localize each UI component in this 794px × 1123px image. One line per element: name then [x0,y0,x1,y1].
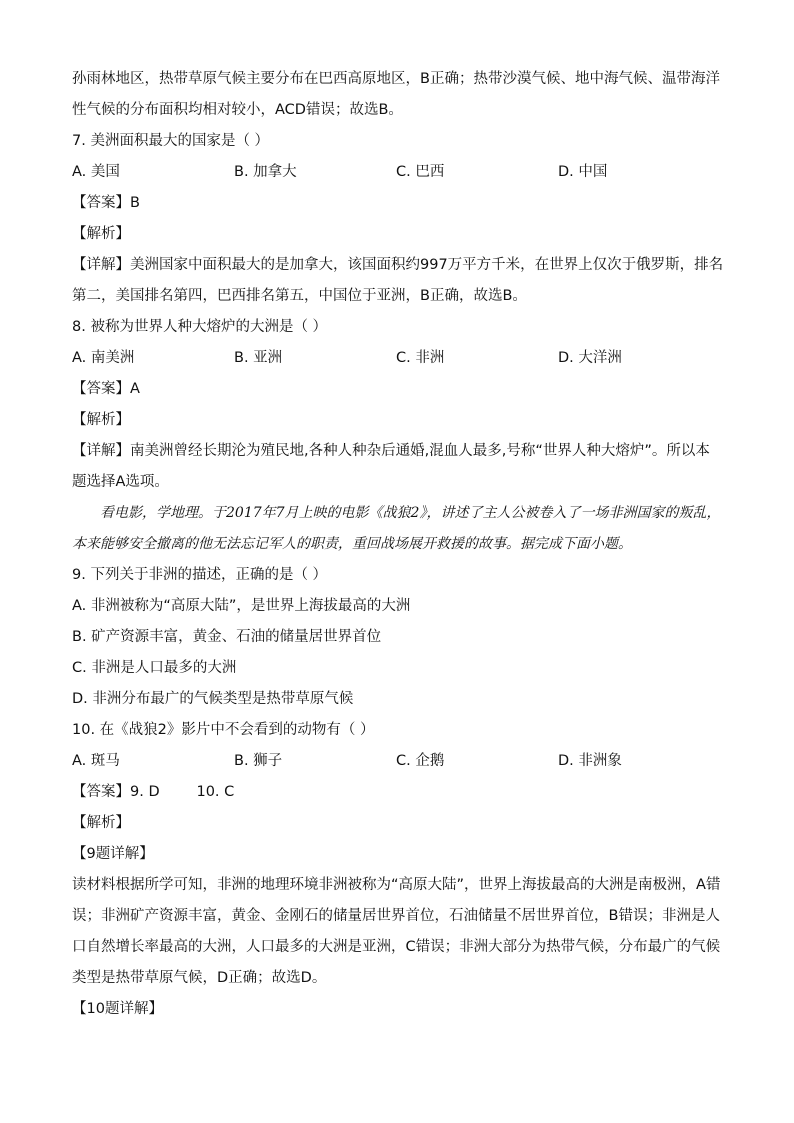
q8-stem: 8. 被称为世界人种大熔炉的大洲是（ ） [72,319,328,335]
q8-option-c: C. 非洲 [396,350,445,366]
q10-option-b: B. 狮子 [234,753,283,769]
q7-detail: 【详解】美洲国家中面积最大的是加拿大，该国面积约997万平方千米，在世界上仅次于俄罗斯，排名第二，美国排名第四，巴西排名第五，中国位于亚洲，B正确，故选B。 [72,257,724,304]
prev-analysis-text: 孙雨林地区，热带草原气候主要分布在巴西高原地区，B正确；热带沙漠气候、地中海气候、温带海洋性气候的分布面积均相对较小，ACD错误；故选B。 [72,71,720,118]
q8-options [72,343,724,374]
q7-option-a: A. 美国 [72,164,120,180]
q9-choice-c: C. 非洲是人口最多的大洲 [72,660,237,676]
q8-detail: 【详解】南美洲曾经长期沦为殖民地,各种人种杂后通婚,混血人最多,号称“世界人种大熔炉”。所以本题选择A选项。 [72,443,710,490]
q7-answer: 【答案】B [72,195,140,211]
q7-option-d: D. 中国 [558,164,608,180]
q10-options [72,746,724,777]
q9-choice-b: B. 矿产资源丰富，黄金、石油的储量居世界首位 [72,629,382,645]
q9-detail-label: 【9题详解】 [72,846,154,862]
reading-material: 看电影，学地理。于2017年7月上映的电影《战狼2》，讲述了主人公被卷入了一场非洲国家的叛乱，本来能够安全撤离的他无法忘记军人的职责，重回战场展开救援的故事。据完成下面小题。 [72,505,721,552]
q8-option-d: D. 大洋洲 [558,350,622,366]
q9-detail: 读材料根据所学可知，非洲的地理环境非洲被称为“高原大陆”，世界上海拔最高的大洲是南极洲，A错误；非洲矿产资源丰富，黄金、金刚石的储量居世界首位，石油储量不居世界首位，B错误；非洲是人口自然增长率最高的大洲，人口最多的大洲是亚洲，C错误；非洲大部分为热带气候，分布最广的气候类型是热带草原气候，D正确；故选D。 [72,877,721,986]
q7-option-b: B. 加拿大 [234,164,297,180]
q7-stem: 7. 美洲面积最大的国家是（ ） [72,133,270,149]
q7-option-c: C. 巴西 [396,164,445,180]
group-analysis-label: 【解析】 [72,815,130,831]
q9-stem: 9. 下列关于非洲的描述，正确的是（ ） [72,567,328,583]
q10-detail-label: 【10题详解】 [72,1001,163,1017]
q9-choice-a: A. 非洲被称为“高原大陆”，是世界上海拔最高的大洲 [72,598,411,614]
q8-option-b: B. 亚洲 [234,350,283,366]
q8-answer: 【答案】A [72,381,140,397]
q9-choice-d: D. 非洲分布最广的气候类型是热带草原气候 [72,691,354,707]
q8-option-a: A. 南美洲 [72,350,135,366]
q10-option-a: A. 斑马 [72,753,120,769]
q10-option-d: D. 非洲象 [558,753,622,769]
q7-options [72,157,724,188]
q8-analysis-label: 【解析】 [72,412,130,428]
q10-option-c: C. 企鹅 [396,753,445,769]
q7-analysis-label: 【解析】 [72,226,130,242]
group-answer: 【答案】9. D 10. C [72,784,235,800]
q10-stem: 10. 在《战狼2》影片中不会看到的动物有（ ） [72,722,375,738]
document-body [72,64,724,1025]
